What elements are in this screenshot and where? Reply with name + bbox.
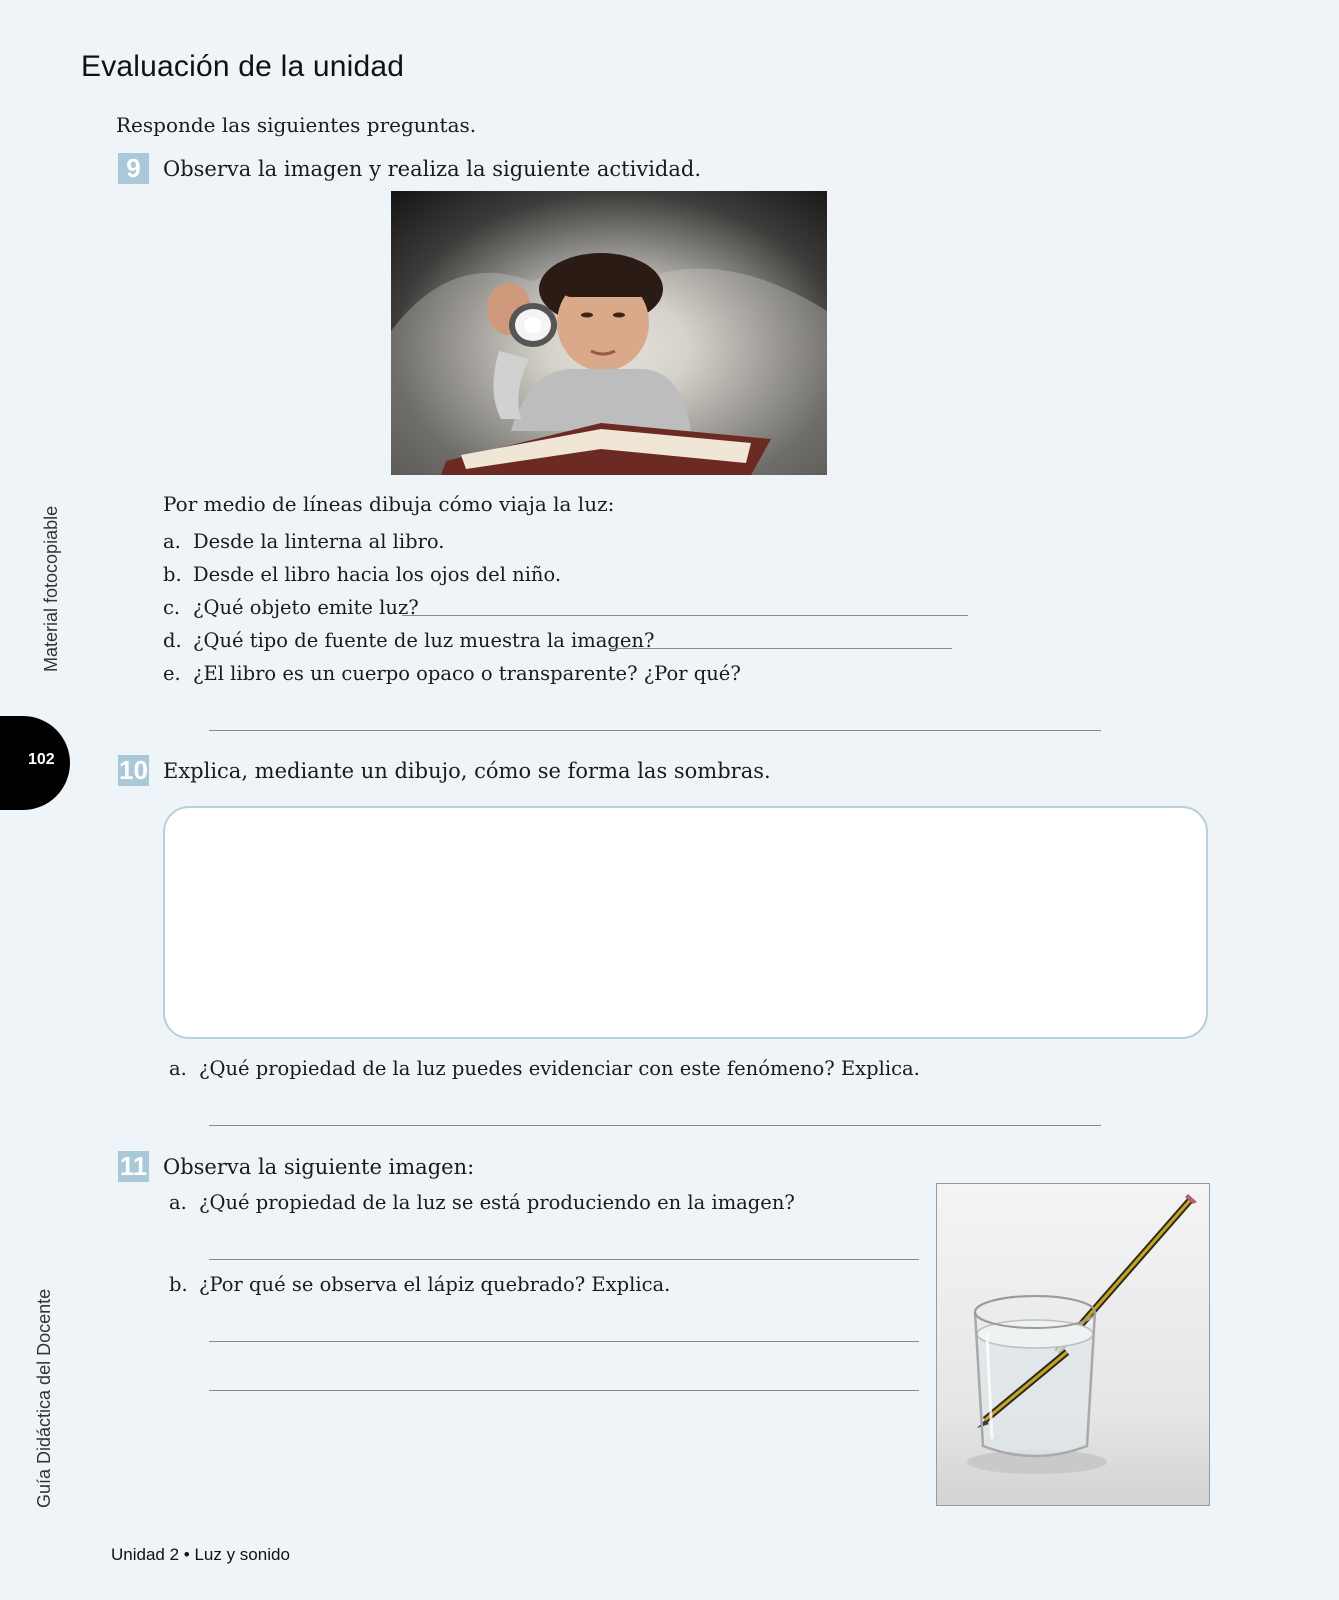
pencil-glass-illustration <box>937 1184 1209 1505</box>
question-number-badge: 9 <box>118 153 149 184</box>
answer-line-c[interactable] <box>402 615 968 616</box>
pencil-glass-image <box>936 1183 1210 1506</box>
page-number: 102 <box>28 751 55 768</box>
side-label-material: Material fotocopiable <box>41 505 61 672</box>
question-number-badge: 10 <box>119 755 148 785</box>
answer-line-11b-1[interactable] <box>209 1341 919 1342</box>
question-9-item-d: d. ¿Qué tipo de fuente de luz muestra la imagen? <box>163 629 655 652</box>
question-9-prompt: Por medio de líneas dibuja cómo viaja la luz: <box>163 492 615 516</box>
instructions-text: Responde las siguientes preguntas. <box>116 113 477 137</box>
footer-unit-label: Unidad 2 • Luz y sonido <box>111 1545 290 1564</box>
question-10-item-a: a. ¿Qué propiedad de la luz puedes evidenciar con este fenómeno? Explica. <box>169 1057 920 1080</box>
answer-line-11a[interactable] <box>209 1259 919 1260</box>
question-number-badge: 11 <box>119 1151 148 1181</box>
answer-line-10a[interactable] <box>209 1125 1101 1126</box>
question-9-item-b: b. Desde el libro hacia los ojos del niño. <box>163 563 562 586</box>
question-11-item-a: a. ¿Qué propiedad de la luz se está produciendo en la imagen? <box>169 1191 795 1214</box>
boy-flashlight-image <box>391 191 827 475</box>
question-11-item-b: b. ¿Por qué se observa el lápiz quebrado? Explica. <box>169 1273 671 1296</box>
drawing-area[interactable] <box>163 806 1208 1039</box>
question-9-text: Observa la imagen y realiza la siguiente actividad. <box>163 157 701 181</box>
boy-flashlight-illustration <box>391 191 827 475</box>
page-number-tab <box>0 716 70 810</box>
question-9-item-c: c. ¿Qué objeto emite luz? <box>163 596 419 619</box>
question-9-item-a: a. Desde la linterna al libro. <box>163 530 445 553</box>
answer-line-d[interactable] <box>610 648 952 649</box>
side-label-guia: Guía Didáctica del Docente <box>34 1288 54 1508</box>
question-10-text: Explica, mediante un dibujo, cómo se forma las sombras. <box>163 759 771 783</box>
answer-line-e[interactable] <box>209 730 1101 731</box>
question-9-item-e: e. ¿El libro es un cuerpo opaco o transparente? ¿Por qué? <box>163 662 741 685</box>
question-11-text: Observa la siguiente imagen: <box>163 1155 475 1179</box>
answer-line-11b-2[interactable] <box>209 1390 919 1391</box>
page-title: Evaluación de la unidad <box>81 50 405 83</box>
